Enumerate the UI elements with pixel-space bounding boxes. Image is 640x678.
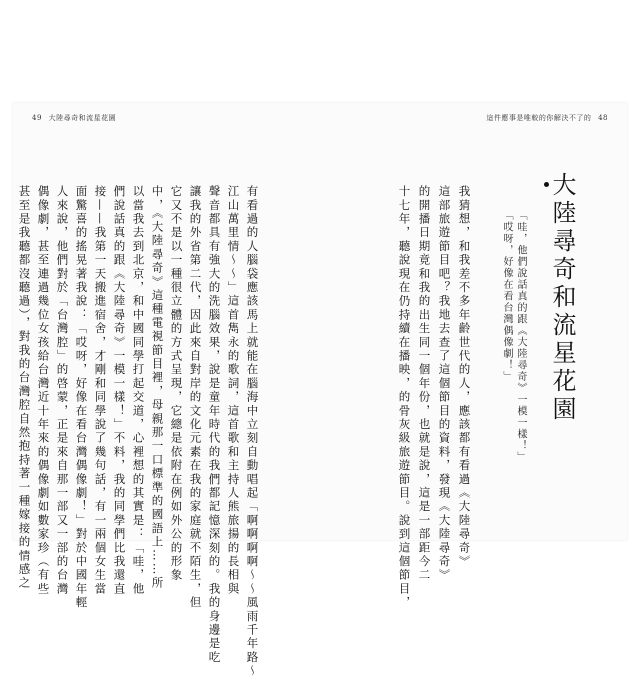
right-running-title: 這件應事是唯較的你解決不了的 bbox=[486, 114, 592, 122]
left-page-column-11: 人來說，他們對於「台灣腔」的啓蒙，正是來自那一部又一部的台灣 bbox=[55, 185, 70, 596]
section-quote-line-1: 「哇，他們說話真的跟《大陸尋奇》一模一樣！」 bbox=[515, 210, 526, 463]
left-page-column-3: 聲音都具有強大的洗腦效果，說是童年時代的我們都記憶深刻的。我的身邊是吃 bbox=[207, 185, 222, 665]
left-page-column-7: 以當我去到北京，和中國同學打起交道，心裡想的其實是：「哇，他 bbox=[131, 185, 146, 596]
left-page-column-10: 面驚喜的搖晃著我說：「哎呀，好像在看台灣偶像劇！」對於中國年輕 bbox=[74, 185, 89, 610]
left-page-column-2: 江山萬里情～～」這首雋永的歌詞，這首歌和主持人熊旅揚的長相與 bbox=[226, 185, 241, 596]
left-running-title: 大陸尋奇和流星花園 bbox=[48, 114, 117, 122]
left-page-number: 49 bbox=[32, 114, 42, 122]
section-quote-line-2: 「哎呀，好像在看台灣偶像劇！」 bbox=[501, 210, 512, 383]
left-page-column-9: 接——我第一天搬進宿舍，才剛和同學說了幾句話，有一兩個女生當 bbox=[93, 185, 108, 596]
right-page-number: 48 bbox=[598, 114, 608, 122]
left-page-column-8: 們說話真的跟《大陸尋奇》一模一樣！」不料，我的同學們比我還直 bbox=[112, 185, 127, 596]
section-title: 大陸尋奇和流星花園 bbox=[548, 172, 576, 424]
left-page-column-4: 讓我的外省第二代，因此來自對岸的文化元素在我的家庭就不陌生，但 bbox=[188, 185, 203, 610]
right-page-column-4: 十七年，聽說現在仍持續在播映，的骨灰級旅遊節目。說到這個節目， bbox=[397, 185, 412, 610]
right-page-column-1: 我猜想，和我差不多年齡世代的人，應該都有看過《大陸尋奇》 bbox=[457, 185, 472, 569]
left-page-column-13: 甚至是我聽都沒聽過），對我的台灣腔自然抱持著一種嫁接的情感之 bbox=[17, 185, 32, 591]
left-page-column-6: 中，《大陸尋奇》這種電視節目裡，母親那一口標準的國語上……所 bbox=[150, 185, 165, 591]
right-page-column-3: 的開播日期竟和我的出生同一個年份，也就是說，這是一部距今二 bbox=[417, 185, 432, 583]
left-page-column-1: 有看過的人腦袋應該馬上就能在腦海中立刻自動唱起「啊啊啊啊～～風雨千年路～ bbox=[245, 185, 260, 678]
left-running-header bbox=[28, 113, 116, 123]
left-page-column-5: 它又不是以一種很立體的方式呈現，它總是依附在例如外公的形象 bbox=[169, 185, 184, 583]
left-page-column-12: 偶像劇，甚至連過幾位女孩給台灣近十年來的偶像劇如數家珍（有些 bbox=[36, 185, 51, 596]
right-page-column-2: 這部旅遊節目吧？我地去查了這個節目的資料，發現《大陸尋奇》 bbox=[437, 185, 452, 583]
right-running-header bbox=[486, 113, 612, 123]
